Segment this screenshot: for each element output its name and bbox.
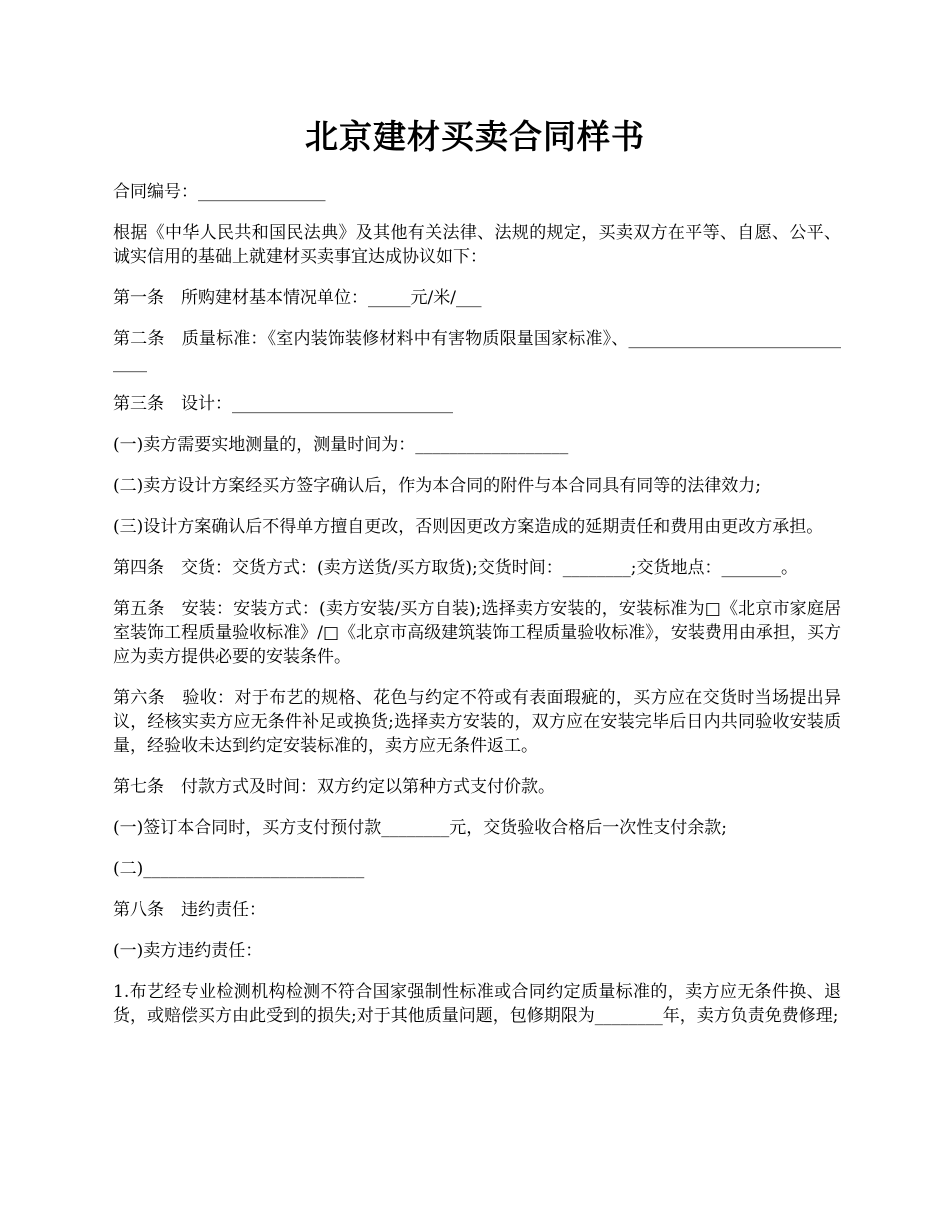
article-7-clause-2: (二)__________________________ xyxy=(113,859,365,879)
document-title: 北京建材买卖合同样书 xyxy=(305,117,645,156)
article-2-paragraph: 第二条 质量标准：《室内装饰装修材料中有害物质限量国家标准》、_____________________________ xyxy=(113,329,841,373)
article-6-paragraph: 第六条 验收：对于布艺的规格、花色与约定不符或有表面瑕疵的，买方应在交货时当场提出异议，经核实卖方应无条件补足或换货;选择卖方安装的，双方应在安装完毕后日内共同验收安装质量，经验收未达到约定安装标准的，卖方应无条件返工。 xyxy=(113,688,841,756)
article-3-paragraph: 第三条 设计：__________________________ xyxy=(113,394,453,414)
article-3-clause-2: (二)卖方设计方案经买方签字确认后，作为本合同的附件与本合同具有同等的法律效力; xyxy=(113,476,761,496)
article-8-item-1: 1.布艺经专业检测机构检测不符合国家强制性标准或合同约定质量标准的，卖方应无条件换、退货，或赔偿买方由此受到的损失;对于其他质量问题，包修期限为________年，卖方负责免费修理; xyxy=(113,982,841,1026)
article-7-clause-1: (一)签订本合同时，买方支付预付款________元，交货验收合格后一次性支付余款; xyxy=(113,818,727,838)
article-7-paragraph: 第七条 付款方式及时间：双方约定以第种方式支付价款。 xyxy=(113,777,555,797)
article-4-paragraph: 第四条 交货：交货方式：(卖方送货/买方取货);交货时间：________;交货地点：_______。 xyxy=(113,558,798,578)
article-8-clause-1: (一)卖方违约责任： xyxy=(113,941,263,961)
article-1-paragraph: 第一条 所购建材基本情况单位：_____元/米/___ xyxy=(113,288,482,308)
article-5-paragraph: 第五条 安装：安装方式：(卖方安装/买方自装);选择卖方安装的，安装标准为□《北京市家庭居室装饰工程质量验收标准》/□《北京市高级建筑装饰工程质量验收标准》，安装费用由承担，买方应为卖方提供必要的安装条件。 xyxy=(113,599,841,667)
article-8-paragraph: 第八条 违约责任： xyxy=(113,900,266,920)
article-3-clause-3: (三)设计方案确认后不得单方擅自更改，否则因更改方案造成的延期责任和费用由更改方承担。 xyxy=(113,517,824,537)
preamble-paragraph: 根据《中华人民共和国民法典》及其他有关法律、法规的规定，买卖双方在平等、自愿、公平、诚实信用的基础上就建材买卖事宜达成协议如下： xyxy=(113,223,841,267)
contract-number-line: 合同编号：_______________ xyxy=(113,182,326,202)
article-3-clause-1: (一)卖方需要实地测量的，测量时间为：__________________ xyxy=(113,435,569,455)
document-body xyxy=(113,180,841,1045)
